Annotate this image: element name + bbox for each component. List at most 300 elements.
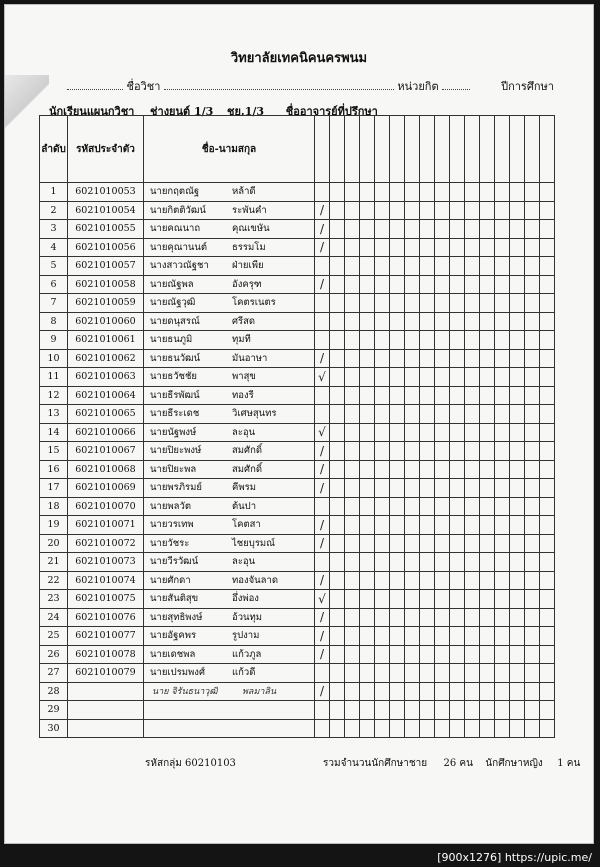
check-cell [315, 460, 330, 479]
empty-cell [435, 386, 450, 405]
check-cell [315, 590, 330, 609]
student-name [144, 275, 315, 294]
last-name: ธรรมโม [232, 241, 266, 253]
empty-cell [435, 312, 450, 331]
empty-cell [510, 534, 525, 553]
empty-cell [405, 664, 420, 683]
empty-cell [375, 627, 390, 646]
empty-cell [465, 608, 480, 627]
header-name: ชื่อ-นามสกุล [144, 116, 315, 183]
empty-cell [345, 460, 360, 479]
check-cell [315, 701, 330, 720]
empty-cell [525, 275, 540, 294]
student-name [144, 331, 315, 350]
empty-cell [360, 238, 375, 257]
last-name: โคตสา [232, 519, 261, 531]
empty-cell [450, 386, 465, 405]
empty-cell [540, 571, 555, 590]
row-number: 26 [40, 645, 68, 664]
empty-cell [405, 590, 420, 609]
empty-cell [480, 442, 495, 461]
empty-cell [540, 534, 555, 553]
table-row [40, 275, 555, 294]
student-code: 6021010063 [68, 368, 144, 387]
empty-cell [450, 442, 465, 461]
empty-cell [495, 238, 510, 257]
empty-cell [510, 294, 525, 313]
empty-cell [465, 682, 480, 701]
empty-cell [525, 479, 540, 498]
empty-cell [390, 682, 405, 701]
empty-cell [495, 664, 510, 683]
empty-cell [525, 442, 540, 461]
empty-cell [330, 331, 345, 350]
empty-cell [435, 201, 450, 220]
empty-cell [495, 201, 510, 220]
empty-cell [345, 645, 360, 664]
empty-cell [450, 479, 465, 498]
check-mark: / [319, 536, 325, 551]
empty-cell [360, 553, 375, 572]
student-code: 6021010071 [68, 516, 144, 535]
empty-cell [480, 220, 495, 239]
empty-cell [510, 201, 525, 220]
empty-cell [510, 627, 525, 646]
empty-cell [405, 645, 420, 664]
first-name: นายพรภิรมย์ [150, 482, 202, 494]
empty-cell [390, 497, 405, 516]
empty-cell [540, 479, 555, 498]
empty-cell [360, 405, 375, 424]
empty-cell [405, 183, 420, 202]
empty-cell [510, 571, 525, 590]
first-name: นายศักดา [150, 574, 191, 586]
empty-cell [405, 682, 420, 701]
student-code: 6021010076 [68, 608, 144, 627]
empty-cell [330, 516, 345, 535]
empty-cell [420, 183, 435, 202]
row-number: 24 [40, 608, 68, 627]
empty-cell [480, 201, 495, 220]
empty-cell [510, 479, 525, 498]
empty-cell [375, 590, 390, 609]
empty-cell [495, 719, 510, 738]
first-name: นายเดชพล [150, 648, 196, 660]
empty-cell [390, 590, 405, 609]
empty-cell [525, 534, 540, 553]
empty-cell [375, 294, 390, 313]
row-number: 29 [40, 701, 68, 720]
empty-cell [390, 201, 405, 220]
empty-cell [345, 220, 360, 239]
empty-cell [510, 497, 525, 516]
empty-cell [375, 645, 390, 664]
empty-cell [360, 294, 375, 313]
empty-cell [525, 590, 540, 609]
check-cell [315, 238, 330, 257]
empty-cell [375, 516, 390, 535]
first-name: นายสันติสุข [150, 593, 199, 605]
last-name: มันอาษา [232, 352, 268, 364]
check-mark: / [319, 221, 325, 236]
row-number: 18 [40, 497, 68, 516]
empty-cell [525, 331, 540, 350]
empty-cell [465, 664, 480, 683]
student-code: 6021010062 [68, 349, 144, 368]
empty-cell [435, 608, 450, 627]
empty-cell [465, 220, 480, 239]
table-row [40, 257, 555, 276]
empty-cell [390, 368, 405, 387]
empty-cell [360, 701, 375, 720]
student-code: 6021010057 [68, 257, 144, 276]
empty-cell [525, 312, 540, 331]
empty-cell [390, 479, 405, 498]
student-name [144, 701, 315, 720]
empty-cell [495, 442, 510, 461]
student-code: 6021010067 [68, 442, 144, 461]
row-number: 21 [40, 553, 68, 572]
empty-cell [405, 257, 420, 276]
empty-cell [435, 294, 450, 313]
empty-cell [405, 719, 420, 738]
student-name [144, 571, 315, 590]
empty-cell [405, 423, 420, 442]
empty-cell [465, 534, 480, 553]
empty-cell [510, 368, 525, 387]
empty-cell [525, 553, 540, 572]
first-name: นายนัฐพงษ์ [150, 426, 197, 438]
empty-cell [465, 294, 480, 313]
year-label: ปีการศึกษา [501, 80, 554, 93]
empty-cell [345, 442, 360, 461]
check-cell [315, 608, 330, 627]
empty-cell [435, 331, 450, 350]
empty-cell [525, 238, 540, 257]
student-code: 6021010072 [68, 534, 144, 553]
empty-cell [330, 460, 345, 479]
empty-cell [405, 516, 420, 535]
empty-cell [480, 534, 495, 553]
check-cell [315, 386, 330, 405]
empty-cell [510, 460, 525, 479]
check-mark: / [319, 203, 325, 218]
empty-cell [375, 701, 390, 720]
check-cell [315, 553, 330, 572]
empty-cell [540, 423, 555, 442]
empty-cell [465, 349, 480, 368]
empty-cell [540, 368, 555, 387]
last-name: ระพันคำ [232, 204, 267, 216]
empty-cell [420, 701, 435, 720]
empty-cell [510, 553, 525, 572]
empty-cell [390, 275, 405, 294]
last-name: แก้วดี [232, 667, 256, 679]
last-name: พาสุข [232, 371, 256, 383]
empty-cell [420, 645, 435, 664]
empty-cell [480, 275, 495, 294]
class-value: ช่างยนต์ 1/3 [150, 105, 214, 118]
empty-cell [375, 349, 390, 368]
empty-cell [345, 257, 360, 276]
empty-cell [360, 516, 375, 535]
empty-cell [495, 645, 510, 664]
empty-cell [330, 220, 345, 239]
empty-cell [450, 627, 465, 646]
student-name [144, 516, 315, 535]
empty-cell [345, 590, 360, 609]
empty-cell [360, 571, 375, 590]
student-name [144, 534, 315, 553]
female-unit: คน [566, 758, 581, 769]
student-name [144, 201, 315, 220]
empty-cell [345, 479, 360, 498]
check-cell [315, 479, 330, 498]
header-code: รหัสประจำตัว [68, 116, 144, 183]
student-code: 6021010069 [68, 479, 144, 498]
empty-cell [360, 275, 375, 294]
empty-cell [435, 349, 450, 368]
student-name [144, 590, 315, 609]
empty-cell [420, 312, 435, 331]
check-mark: / [319, 573, 325, 588]
last-name: วิเศษสุนทร [232, 408, 277, 420]
empty-cell [450, 719, 465, 738]
row-number: 15 [40, 442, 68, 461]
document-title: วิทยาลัยเทคนิคนครพนม [230, 51, 368, 66]
student-name [144, 405, 315, 424]
empty-cell [435, 701, 450, 720]
check-cell [315, 682, 330, 701]
student-code: 6021010060 [68, 312, 144, 331]
empty-cell [495, 312, 510, 331]
empty-cell [435, 460, 450, 479]
empty-cell [525, 183, 540, 202]
empty-cell [465, 590, 480, 609]
empty-cell [495, 497, 510, 516]
student-code: 6021010070 [68, 497, 144, 516]
empty-cell [330, 442, 345, 461]
empty-cell [345, 553, 360, 572]
empty-cell [345, 516, 360, 535]
empty-cell [390, 386, 405, 405]
empty-cell [465, 183, 480, 202]
empty-cell [510, 405, 525, 424]
empty-cell [360, 201, 375, 220]
empty-cell [390, 627, 405, 646]
empty-cell [435, 534, 450, 553]
empty-cell [450, 405, 465, 424]
empty-cell [330, 497, 345, 516]
empty-cell [360, 423, 375, 442]
empty-cell [450, 183, 465, 202]
empty-cell [420, 405, 435, 424]
empty-cell [525, 201, 540, 220]
empty-cell [360, 645, 375, 664]
empty-cell [450, 590, 465, 609]
empty-cell [420, 368, 435, 387]
last-name: ทุมที [232, 334, 251, 346]
table-row [40, 294, 555, 313]
last-name: อังครุฑ [232, 278, 262, 290]
student-code: 6021010056 [68, 238, 144, 257]
check-cell [315, 275, 330, 294]
table-row [40, 645, 555, 664]
empty-cell [465, 238, 480, 257]
empty-cell [540, 275, 555, 294]
check-mark: / [319, 610, 325, 625]
empty-cell [525, 571, 540, 590]
student-name [144, 368, 315, 387]
first-name: นายธีระเดช [150, 408, 200, 420]
student-code [68, 682, 144, 701]
empty-cell [420, 608, 435, 627]
empty-cell [540, 497, 555, 516]
check-mark: / [319, 351, 325, 366]
row-number: 4 [40, 238, 68, 257]
empty-cell [510, 386, 525, 405]
empty-cell [360, 312, 375, 331]
empty-cell [375, 257, 390, 276]
empty-cell [510, 719, 525, 738]
last-name: ทองจันลาด [232, 574, 278, 586]
empty-cell [420, 497, 435, 516]
check-mark: √ [318, 591, 326, 606]
empty-cell [420, 294, 435, 313]
empty-cell [390, 257, 405, 276]
student-name [144, 423, 315, 442]
empty-cell [450, 645, 465, 664]
empty-cell [420, 386, 435, 405]
table-row [40, 460, 555, 479]
empty-cell [450, 664, 465, 683]
empty-cell [375, 571, 390, 590]
empty-cell [435, 645, 450, 664]
empty-cell [375, 497, 390, 516]
student-name [144, 627, 315, 646]
empty-cell [465, 442, 480, 461]
empty-cell [540, 645, 555, 664]
empty-cell [435, 405, 450, 424]
check-cell [315, 664, 330, 683]
student-name [144, 294, 315, 313]
empty-cell [465, 460, 480, 479]
first-name: นายณัฐพล [150, 278, 194, 290]
student-code [68, 701, 144, 720]
empty-cell [360, 220, 375, 239]
empty-cell [345, 423, 360, 442]
empty-cell [540, 238, 555, 257]
student-code: 6021010066 [68, 423, 144, 442]
empty-cell [465, 386, 480, 405]
empty-cell [390, 534, 405, 553]
empty-cell [345, 719, 360, 738]
empty-cell [330, 312, 345, 331]
check-mark: / [319, 277, 325, 292]
empty-cell [345, 294, 360, 313]
empty-cell [465, 553, 480, 572]
row-number: 12 [40, 386, 68, 405]
empty-cell [465, 497, 480, 516]
check-cell [315, 183, 330, 202]
student-code: 6021010068 [68, 460, 144, 479]
empty-cell [390, 664, 405, 683]
row-number: 28 [40, 682, 68, 701]
student-name [144, 608, 315, 627]
empty-cell [405, 442, 420, 461]
check-cell [315, 331, 330, 350]
empty-cell [360, 349, 375, 368]
first-name: นางสาวณัฐชา [150, 260, 209, 272]
empty-cell [525, 405, 540, 424]
first-name: นายธนภูมิ [150, 334, 193, 346]
subject-line [67, 77, 554, 95]
empty-cell [375, 201, 390, 220]
empty-cell [480, 405, 495, 424]
table-header-row [40, 116, 555, 183]
empty-cell [405, 571, 420, 590]
empty-cell [360, 442, 375, 461]
empty-cell [435, 590, 450, 609]
empty-cell [495, 183, 510, 202]
empty-cell [405, 479, 420, 498]
row-number: 14 [40, 423, 68, 442]
empty-cell [465, 405, 480, 424]
empty-cell [375, 442, 390, 461]
empty-cell [540, 590, 555, 609]
student-code: 6021010058 [68, 275, 144, 294]
empty-cell [510, 590, 525, 609]
empty-cell [540, 553, 555, 572]
empty-cell [525, 664, 540, 683]
first-name: นายปิยะพงษ์ [150, 445, 202, 457]
female-label: นักศึกษาหญิง [485, 758, 543, 769]
check-cell [315, 405, 330, 424]
empty-cell [405, 553, 420, 572]
student-name [144, 719, 315, 738]
empty-cell [345, 368, 360, 387]
empty-cell [375, 331, 390, 350]
empty-cell [540, 701, 555, 720]
empty-cell [510, 257, 525, 276]
empty-cell [360, 719, 375, 738]
table-row [40, 497, 555, 516]
empty-cell [330, 238, 345, 257]
row-number: 2 [40, 201, 68, 220]
empty-cell [435, 682, 450, 701]
empty-cell [330, 590, 345, 609]
empty-cell [495, 275, 510, 294]
empty-cell [375, 405, 390, 424]
last-name: ศรีสด [232, 315, 256, 327]
empty-cell [540, 719, 555, 738]
empty-cell [420, 627, 435, 646]
empty-cell [375, 719, 390, 738]
student-name [144, 183, 315, 202]
empty-cell [465, 368, 480, 387]
check-cell [315, 571, 330, 590]
empty-cell [330, 701, 345, 720]
last-name: สมศักดิ์ [232, 445, 263, 457]
check-cell [315, 627, 330, 646]
empty-cell [480, 590, 495, 609]
empty-cell [450, 701, 465, 720]
empty-cell [435, 719, 450, 738]
empty-cell [465, 331, 480, 350]
empty-cell [330, 719, 345, 738]
first-name: นายเปรมพงศ์ [150, 667, 205, 679]
table-row [40, 719, 555, 738]
